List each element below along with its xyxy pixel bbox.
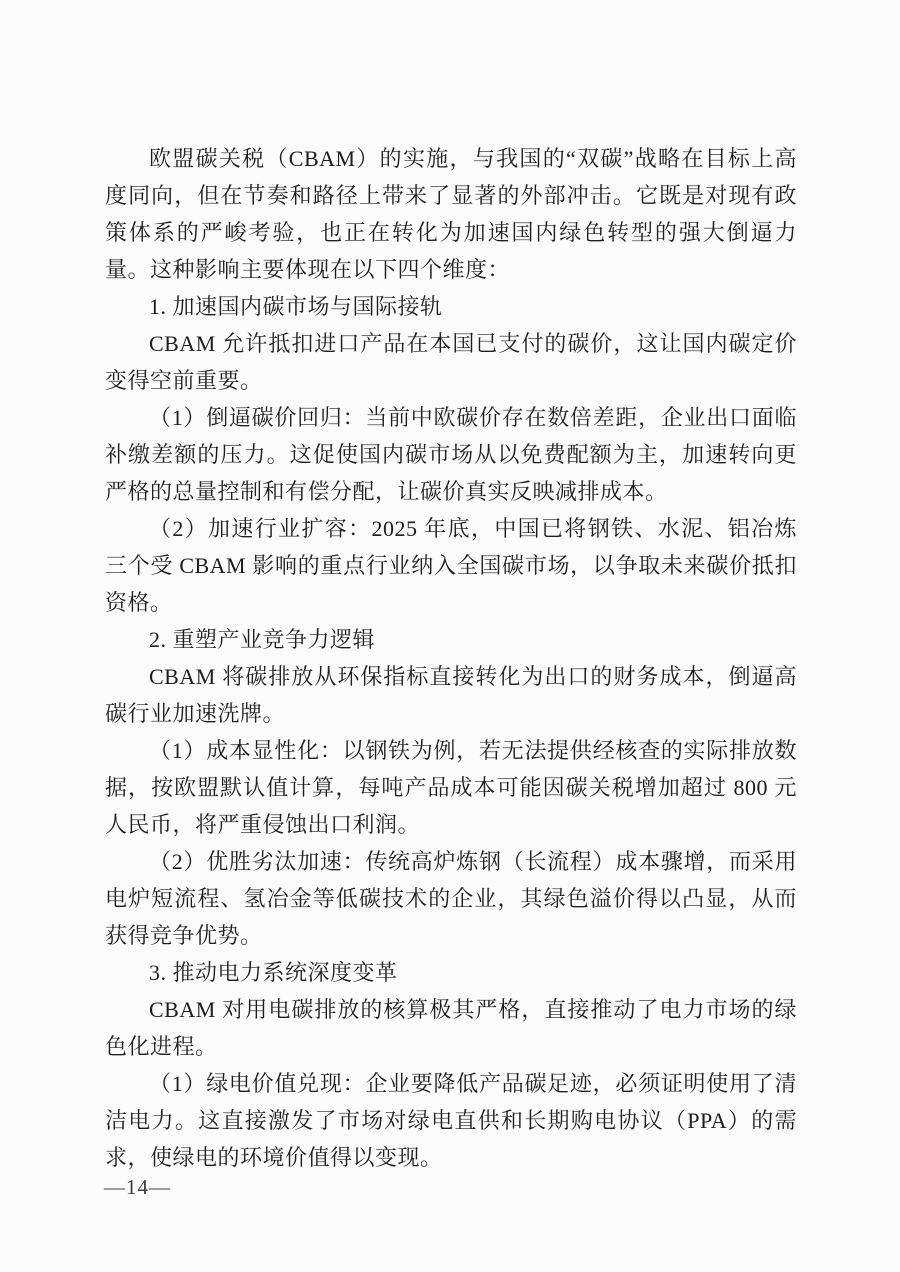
body-paragraph: CBAM 对用电碳排放的核算极其严格，直接推动了电力市场的绿色化进程。 xyxy=(105,997,797,1059)
body-paragraph: （2）优胜劣汰加速：传统高炉炼钢（长流程）成本骤增，而采用电炉短流程、氢冶金等低碳技术的企业，其绿色溢价得以凸显，从而获得竞争优势。 xyxy=(105,849,797,948)
section-heading: 3. 推动电力系统深度变革 xyxy=(149,960,398,985)
body-paragraph: CBAM 将碳排放从环保指标直接转化为出口的财务成本，倒逼高碳行业加速洗牌。 xyxy=(105,664,797,726)
body-paragraph: CBAM 允许抵扣进口产品在本国已支付的碳价，这让国内碳定价变得空前重要。 xyxy=(105,331,797,393)
body-paragraph: （1）倒逼碳价回归：当前中欧碳价存在数倍差距，企业出口面临补缴差额的压力。这促使国内碳市场从以免费配额为主，加速转向更严格的总量控制和有偿分配，让碳价真实反映减排成本。 xyxy=(105,405,797,504)
body-paragraph: （2）加速行业扩容：2025 年底，中国已将钢铁、水泥、铝冶炼三个受 CBAM 影响的重点行业纳入全国碳市场，以争取未来碳价抵扣资格。 xyxy=(105,516,797,615)
section-heading: 2. 重塑产业竞争力逻辑 xyxy=(149,627,376,652)
section-heading: 1. 加速国内碳市场与国际接轨 xyxy=(149,294,443,319)
document-body xyxy=(105,140,797,1176)
body-paragraph: （1）成本显性化：以钢铁为例，若无法提供经核查的实际排放数据，按欧盟默认值计算，每吨产品成本可能因碳关税增加超过 800 元人民币，将严重侵蚀出口利润。 xyxy=(105,738,797,837)
body-paragraph: 欧盟碳关税（CBAM）的实施，与我国的“双碳”战略在目标上高度同向，但在节奏和路径上带来了显著的外部冲击。它既是对现有政策体系的严峻考验，也正在转化为加速国内绿色转型的强大倒逼力量。这种影响主要体现在以下四个维度： xyxy=(105,146,797,282)
body-paragraph: （1）绿电价值兑现：企业要降低产品碳足迹，必须证明使用了清洁电力。这直接激发了市场对绿电直供和长期购电协议（PPA）的需求，使绿电的环境价值得以变现。 xyxy=(105,1071,797,1170)
page-number: —14— xyxy=(104,1175,171,1199)
